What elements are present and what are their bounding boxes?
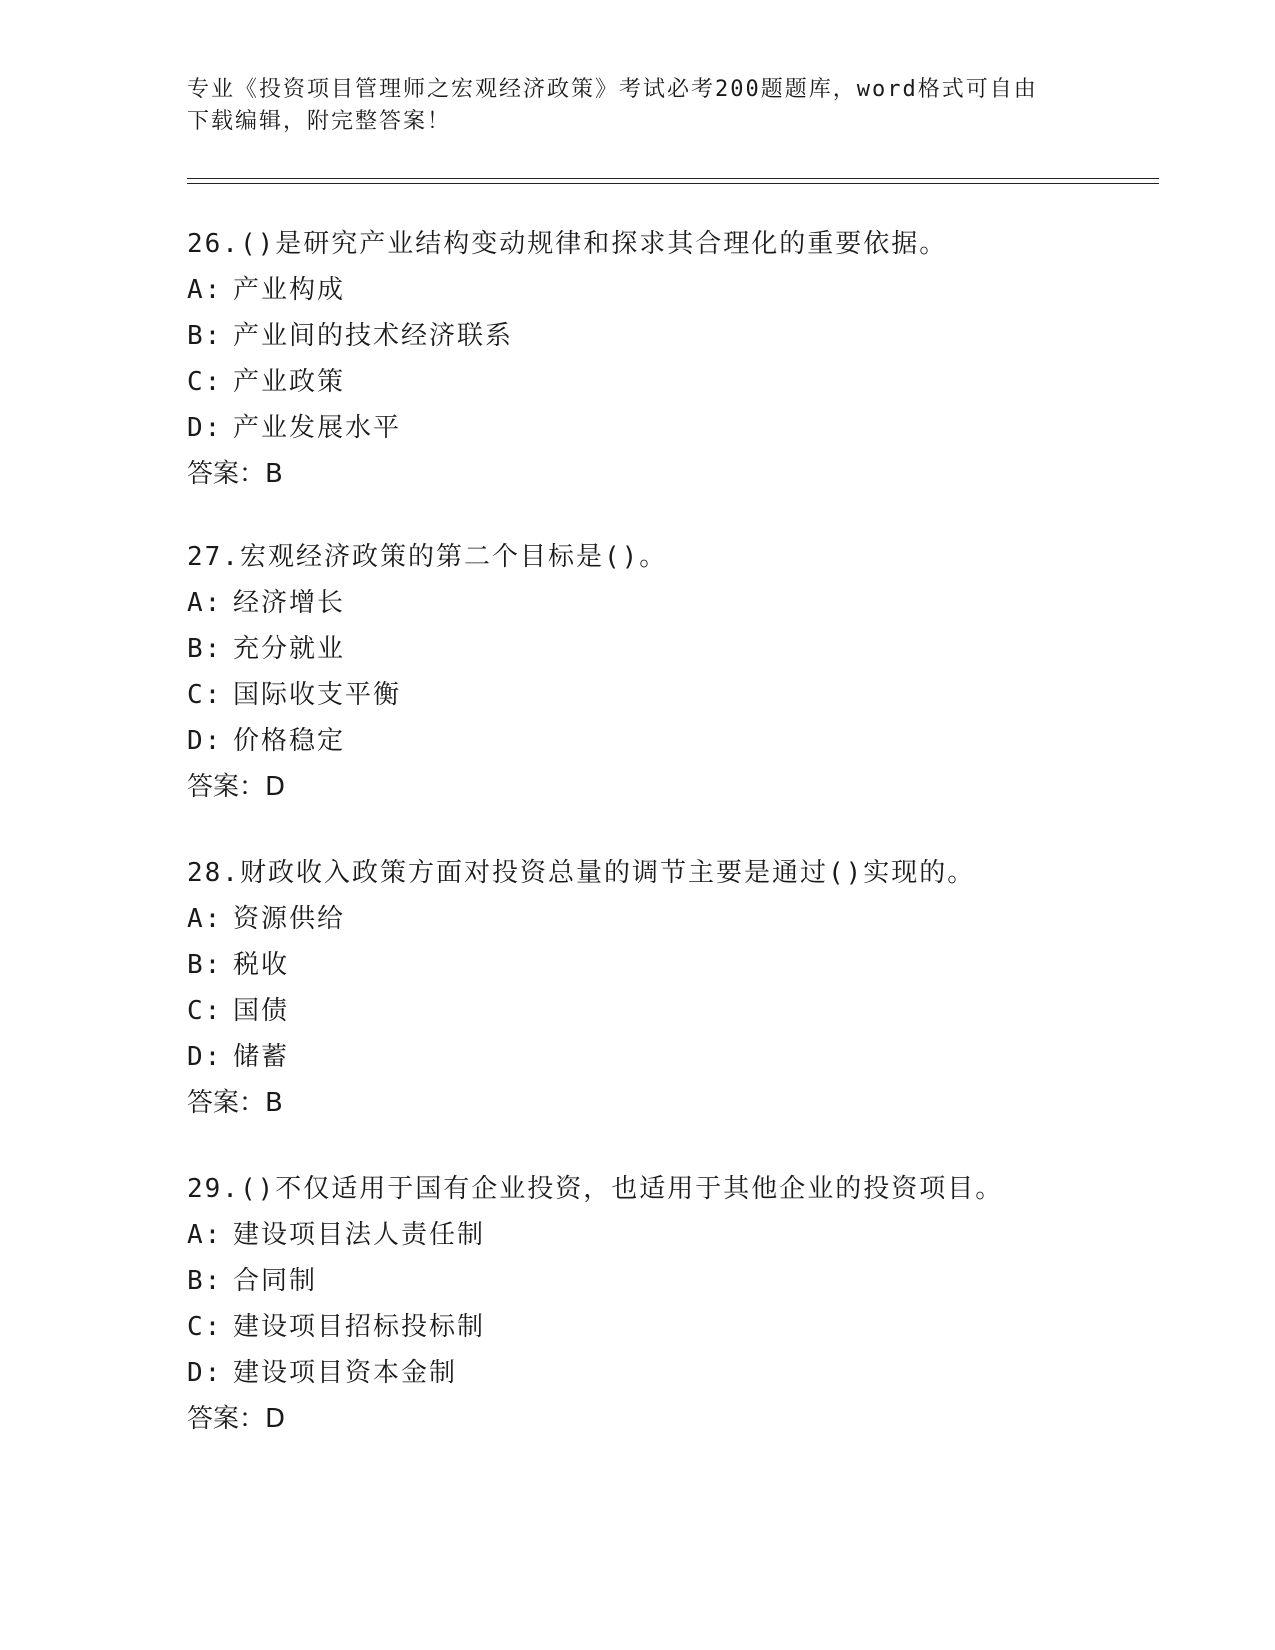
option-key: B: bbox=[187, 950, 223, 980]
header-line-1: 专业《投资项目管理师之宏观经济政策》考试必考200题题库，word格式可自由 bbox=[187, 77, 1038, 102]
option-a bbox=[187, 267, 1187, 313]
option-text: 合同制 bbox=[233, 1266, 318, 1296]
question-stem: 27.宏观经济政策的第二个目标是()。 bbox=[187, 542, 668, 572]
question-28 bbox=[187, 850, 1187, 1126]
question-stem: 26.()是研究产业结构变动规律和探求其合理化的重要依据。 bbox=[187, 229, 948, 259]
option-text: 产业构成 bbox=[233, 275, 346, 305]
option-a bbox=[187, 896, 1187, 942]
option-text: 建设项目招标投标制 bbox=[233, 1312, 486, 1342]
answer: 答案：D bbox=[187, 772, 286, 802]
option-key: A: bbox=[187, 588, 223, 618]
option-b bbox=[187, 313, 1187, 359]
option-text: 经济增长 bbox=[233, 588, 346, 618]
option-c bbox=[187, 988, 1187, 1034]
option-text: 价格稳定 bbox=[233, 726, 346, 756]
option-a bbox=[187, 580, 1187, 626]
option-text: 资源供给 bbox=[233, 904, 346, 934]
document-header bbox=[187, 74, 1067, 138]
option-d bbox=[187, 1034, 1187, 1080]
option-key: C: bbox=[187, 680, 223, 710]
question-26 bbox=[187, 221, 1187, 497]
option-key: B: bbox=[187, 1266, 223, 1296]
option-b bbox=[187, 942, 1187, 988]
option-key: D: bbox=[187, 413, 223, 443]
option-key: C: bbox=[187, 1312, 223, 1342]
header-divider-top bbox=[187, 178, 1159, 179]
option-text: 国债 bbox=[233, 996, 290, 1026]
option-d bbox=[187, 718, 1187, 764]
option-key: C: bbox=[187, 367, 223, 397]
question-stem: 29.()不仅适用于国有企业投资，也适用于其他企业的投资项目。 bbox=[187, 1174, 1004, 1204]
header-line-2: 下载编辑，附完整答案！ bbox=[187, 109, 452, 134]
option-a bbox=[187, 1212, 1187, 1258]
option-c bbox=[187, 359, 1187, 405]
option-text: 产业政策 bbox=[233, 367, 346, 397]
option-c bbox=[187, 1304, 1187, 1350]
option-b bbox=[187, 626, 1187, 672]
answer: 答案：B bbox=[187, 1088, 283, 1118]
option-text: 产业间的技术经济联系 bbox=[233, 321, 514, 351]
answer: 答案：B bbox=[187, 459, 283, 489]
question-29 bbox=[187, 1166, 1187, 1442]
option-key: A: bbox=[187, 904, 223, 934]
option-text: 税收 bbox=[233, 950, 290, 980]
header-divider-bottom bbox=[187, 183, 1159, 184]
option-key: D: bbox=[187, 1358, 223, 1388]
option-text: 充分就业 bbox=[233, 634, 346, 664]
option-text: 国际收支平衡 bbox=[233, 680, 402, 710]
option-key: A: bbox=[187, 1220, 223, 1250]
option-key: D: bbox=[187, 726, 223, 756]
question-stem: 28.财政收入政策方面对投资总量的调节主要是通过()实现的。 bbox=[187, 858, 976, 888]
option-d bbox=[187, 1350, 1187, 1396]
option-key: B: bbox=[187, 321, 223, 351]
option-text: 储蓄 bbox=[233, 1042, 290, 1072]
option-b bbox=[187, 1258, 1187, 1304]
option-key: A: bbox=[187, 275, 223, 305]
option-d bbox=[187, 405, 1187, 451]
option-key: C: bbox=[187, 996, 223, 1026]
answer: 答案：D bbox=[187, 1404, 286, 1434]
option-text: 产业发展水平 bbox=[233, 413, 402, 443]
option-key: B: bbox=[187, 634, 223, 664]
option-text: 建设项目资本金制 bbox=[233, 1358, 458, 1388]
question-27 bbox=[187, 534, 1187, 810]
option-text: 建设项目法人责任制 bbox=[233, 1220, 486, 1250]
option-c bbox=[187, 672, 1187, 718]
option-key: D: bbox=[187, 1042, 223, 1072]
